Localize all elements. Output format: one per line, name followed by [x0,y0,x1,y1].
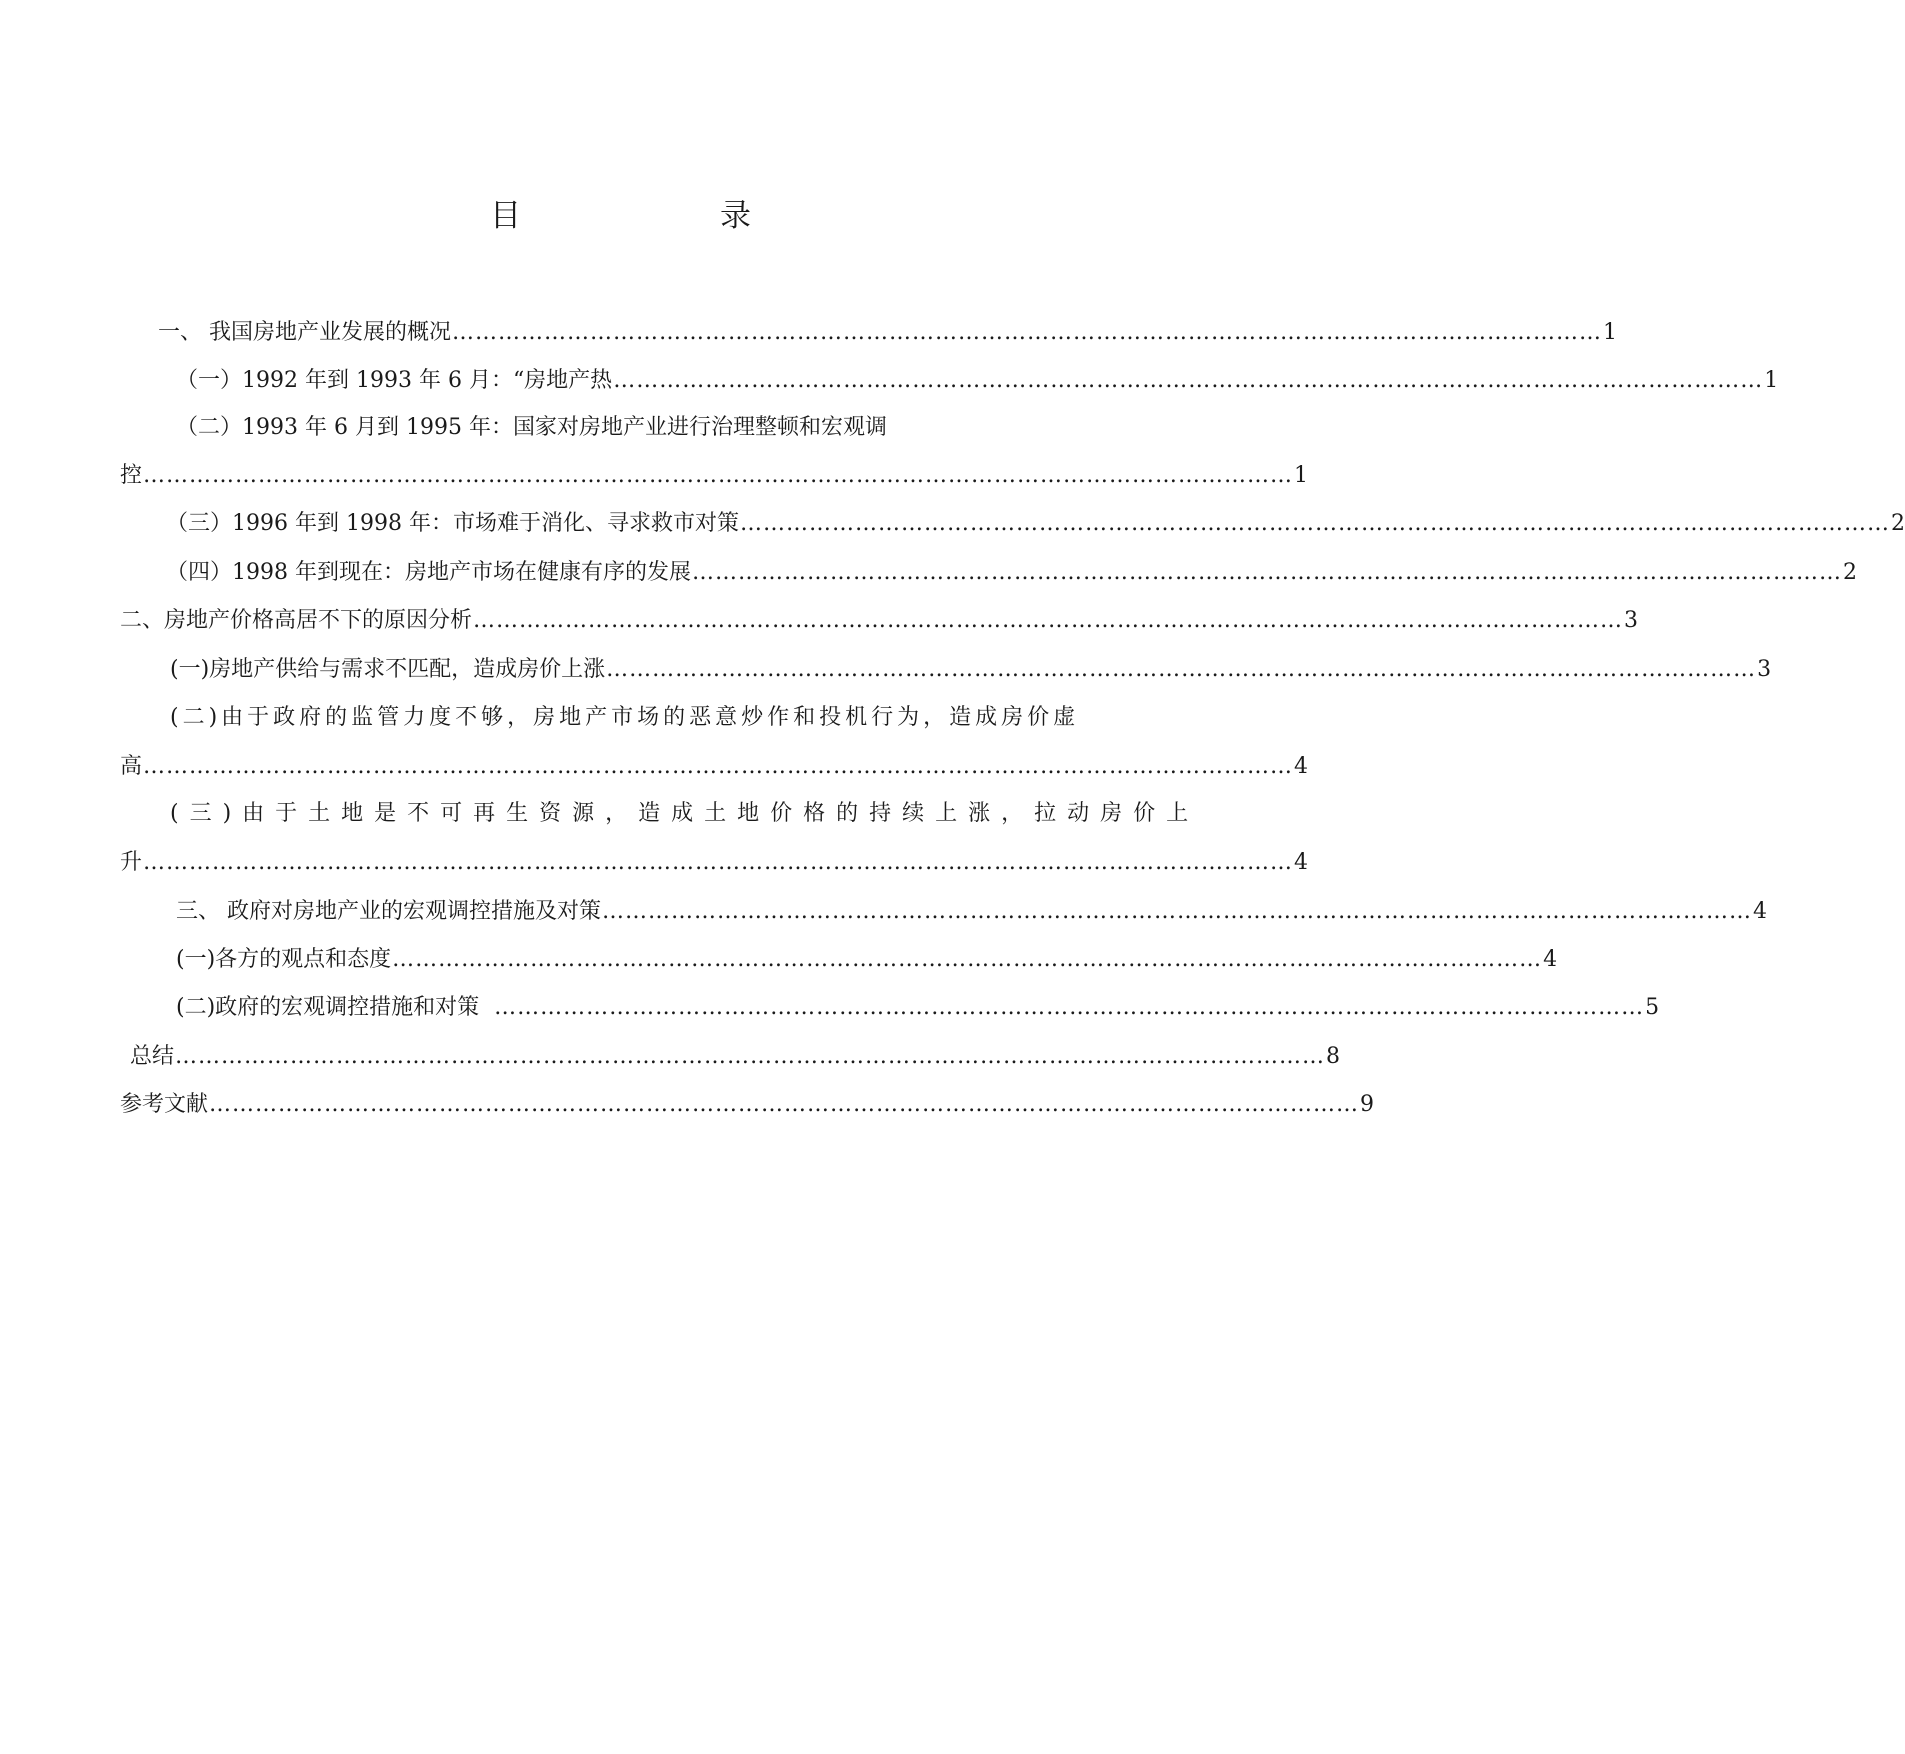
toc-entry-1-4[interactable] [166,556,1857,590]
toc-page-number: 1 [1603,320,1617,345]
toc-leader: …………………………………………………………………………………………………………………………………… [452,320,1602,345]
toc-page-number: 2 [1842,560,1857,585]
toc-title [0,196,1241,240]
toc-page-number: 4 [1294,850,1309,875]
toc-page-number: 2 [1890,511,1905,536]
toc-entry-2-2-line-2[interactable] [120,750,1309,784]
toc-entry-3-2[interactable] [176,991,1660,1025]
toc-entry-text: (一)房地产供给与需求不匹配，造成房价上涨 [170,657,606,682]
toc-entry-text: (二)由于政府的监管力度不够，房地产市场的恶意炒作和投机行为，造成房价虚 [170,705,1080,730]
toc-page-number: 4 [1753,899,1767,924]
toc-page-number: 3 [1757,657,1772,682]
toc-page-number: 9 [1360,1092,1375,1117]
toc-entry-text: 一、 我国房地产业发展的概况 [158,320,451,345]
toc-leader: …………………………………………………………………………………………………………………………………… [602,899,1752,924]
toc-entry-2[interactable] [120,604,1639,638]
toc-entry-text: (三)由于土地是不可再生资源，造成土地价格的持续上涨，拉动房价上 [170,801,1200,826]
toc-entry-3[interactable] [176,895,1767,929]
toc-leader: …………………………………………………………………………………………………………………………………… [691,560,1842,585]
toc-entry-references[interactable] [120,1088,1375,1122]
toc-page-number: 1 [1764,368,1779,393]
toc-entry-text: (二)政府的宏观调控措施和对策 [176,995,494,1020]
toc-entry-2-3-line-2[interactable] [120,846,1309,880]
toc-entry-2-3-line-1[interactable] [170,797,1200,831]
toc-leader: …………………………………………………………………………………………………………………………………… [143,850,1294,875]
toc-entry-3-1[interactable] [176,943,1558,977]
toc-entry-1-3[interactable] [166,507,1905,541]
toc-entry-text: 升 [120,850,143,875]
toc-leader: …………………………………………………………………………………………………………………………………… [606,657,1757,682]
toc-leader: …………………………………………………………………………………………………………………………………… [392,947,1543,972]
toc-entry-text: （三）1996 年到 1998 年：市场难于消化、寻求救市对策 [166,511,739,536]
toc-entry-text: （二）1993 年 6 月到 1995 年：国家对房地产业进行治理整顿和宏观调 [176,415,887,440]
toc-page-number: 4 [1543,947,1558,972]
toc-entry-1-2-line-2[interactable] [120,459,1309,493]
toc-leader: …………………………………………………………………………………………………………………………………… [143,463,1294,488]
toc-entry-text: 控 [120,463,143,488]
toc-leader: …………………………………………………………………………………………………………………………………… [473,608,1624,633]
toc-title-char-1: 目 [490,198,521,234]
toc-entry-2-1[interactable] [170,653,1772,687]
toc-leader: …………………………………………………………………………………………………………………………………… [143,754,1294,779]
toc-entry-1-2-line-1[interactable] [176,411,946,445]
toc-page-number: 8 [1326,1044,1341,1069]
toc-page-number: 4 [1294,754,1309,779]
toc-entry-summary[interactable] [130,1040,1341,1074]
toc-page-number: 3 [1624,608,1639,633]
toc-page-number: 1 [1294,463,1309,488]
toc-page-number: 5 [1645,995,1660,1020]
toc-entry-text: 二、房地产价格高居不下的原因分析 [120,608,473,633]
toc-entry-text: 高 [120,754,143,779]
toc-entry-2-2-line-1[interactable] [170,701,1130,735]
toc-entry-text: 参考文献 [120,1092,209,1117]
toc-title-char-2: 录 [720,198,751,234]
toc-entry-text: 总结 [130,1044,175,1069]
toc-entry-1[interactable] [158,316,1617,350]
toc-entry-text: 三、 政府对房地产业的宏观调控措施及对策 [176,899,601,924]
toc-entry-text: （一）1992 年到 1993 年 6 月：“房地产热 [176,368,613,393]
toc-leader: …………………………………………………………………………………………………………………………………… [739,511,1890,536]
toc-leader: …………………………………………………………………………………………………………………………………… [175,1044,1326,1069]
toc-leader: …………………………………………………………………………………………………………………………………… [494,995,1645,1020]
toc-entry-1-1[interactable] [176,364,1779,398]
toc-entry-text: （四）1998 年到现在：房地产市场在健康有序的发展 [166,560,691,585]
toc-leader: …………………………………………………………………………………………………………………………………… [209,1092,1360,1117]
toc-leader: …………………………………………………………………………………………………………………………………… [613,368,1764,393]
toc-entry-text: (一)各方的观点和态度 [176,947,392,972]
